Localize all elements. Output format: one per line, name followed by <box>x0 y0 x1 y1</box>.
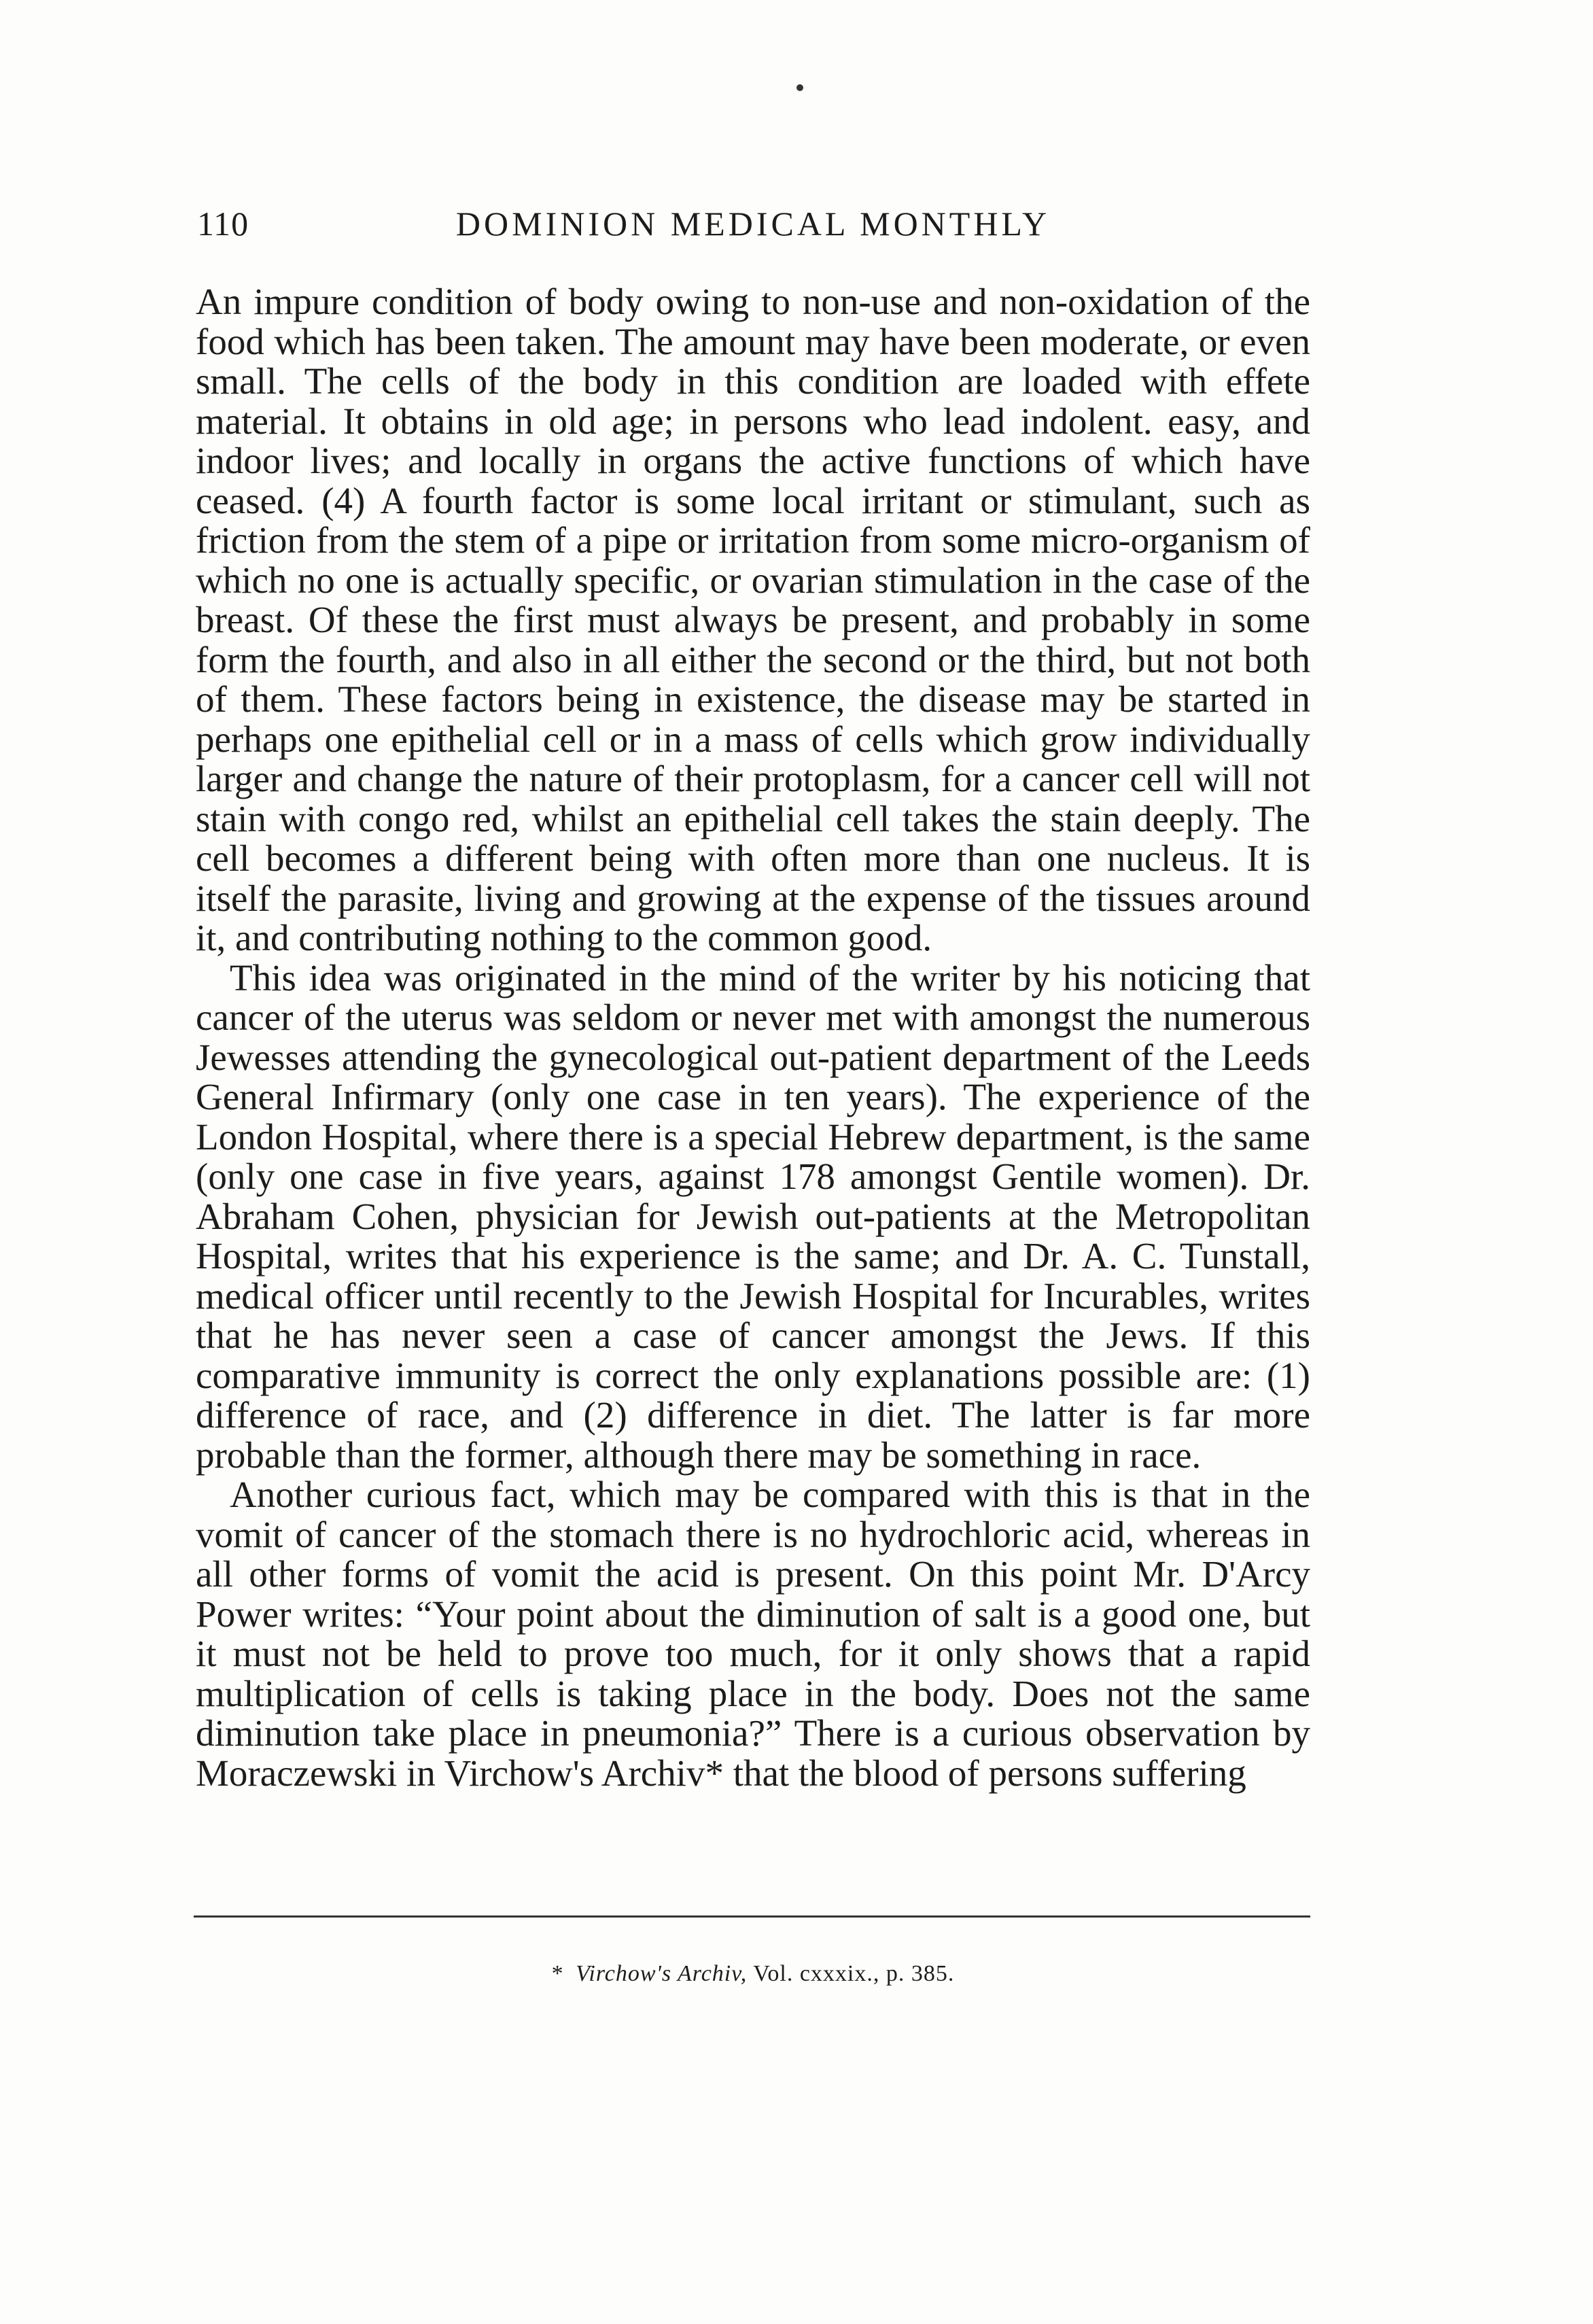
footnote <box>196 1961 1310 1987</box>
body-text <box>196 282 1310 1896</box>
footnote-title: Virchow's Archiv, <box>576 1961 748 1986</box>
paragraph-1: An impure condition of body owing to non-use and non-oxidation of the food which has been taken. The amount may have been moderate, or even small. The cells of the body in this condition are loaded with effete material. It obtains in old age; in persons who lead indolent. easy, and indoor lives; and locally in organs the active functions of which have ceased. (4) A fourth factor is some local irritant or stimulant, such as friction from the stem of a pipe or irritation from some micro-organism of which no one is actually specific, or ovarian stimulation in the case of the breast. Of these the first must always be present, and probably in some form the fourth, and also in all either the second or the third, but not both of them. These factors being in existence, the disease may be started in perhaps one epithelial cell or in a mass of cells which grow individually larger and change the nature of their protoplasm, for a cancer cell will not stain with congo red, whilst an epithelial cell takes the stain deeply. The cell becomes a different being with often more than one nucleus. It is itself the parasite, living and growing at the expense of the tissues around it, and contributing nothing to the common good. <box>196 282 1310 958</box>
footnote-text: Vol. cxxxix., p. 385. <box>753 1961 955 1986</box>
footnote-rule <box>194 1915 1310 1918</box>
speck-mark <box>796 84 803 91</box>
paragraph-3: Another curious fact, which may be compared with this is that in the vomit of cancer of the stomach there is no hydrochloric acid, whereas in all other forms of vomit the acid is present. On this point Mr. D'Arcy Power writes: “Your point about the diminution of salt is a good one, but it must not be held to prove too much, for it only shows that a rapid multiplication of cells is taking place in the body. Does not the same diminution take place in pneumonia?” There is a curious observation by Moraczewski in Virchow's Archiv* that the blood of persons suffering <box>196 1474 1310 1794</box>
running-head: DOMINION MEDICAL MONTHLY <box>455 205 1051 243</box>
page-number: 110 <box>197 205 249 243</box>
page-header <box>197 204 1309 258</box>
footnote-mark: * <box>551 1961 564 1986</box>
paragraph-2: This idea was originated in the mind of the writer by his noticing that cancer of the uterus was seldom or never met with amongst the numerous Jewesses attending the gynecological out-patient department of the Leeds General Infirmary (only one case in ten years). The experience of the London Hospital, where there is a special Hebrew department, is the same (only one case in five years, against 178 amongst Gentile women). Dr. Abraham Cohen, physician for Jewish out-patients at the Metropolitan Hospital, writes that his experience is the same; and Dr. A. C. Tunstall, medical officer until recently to the Jewish Hospital for Incurables, writes that he has never seen a case of cancer amongst the Jews. If this comparative immunity is correct the only explanations possible are: (1) difference of race, and (2) difference in diet. The latter is far more probable than the former, although there may be something in race. <box>196 956 1310 1476</box>
